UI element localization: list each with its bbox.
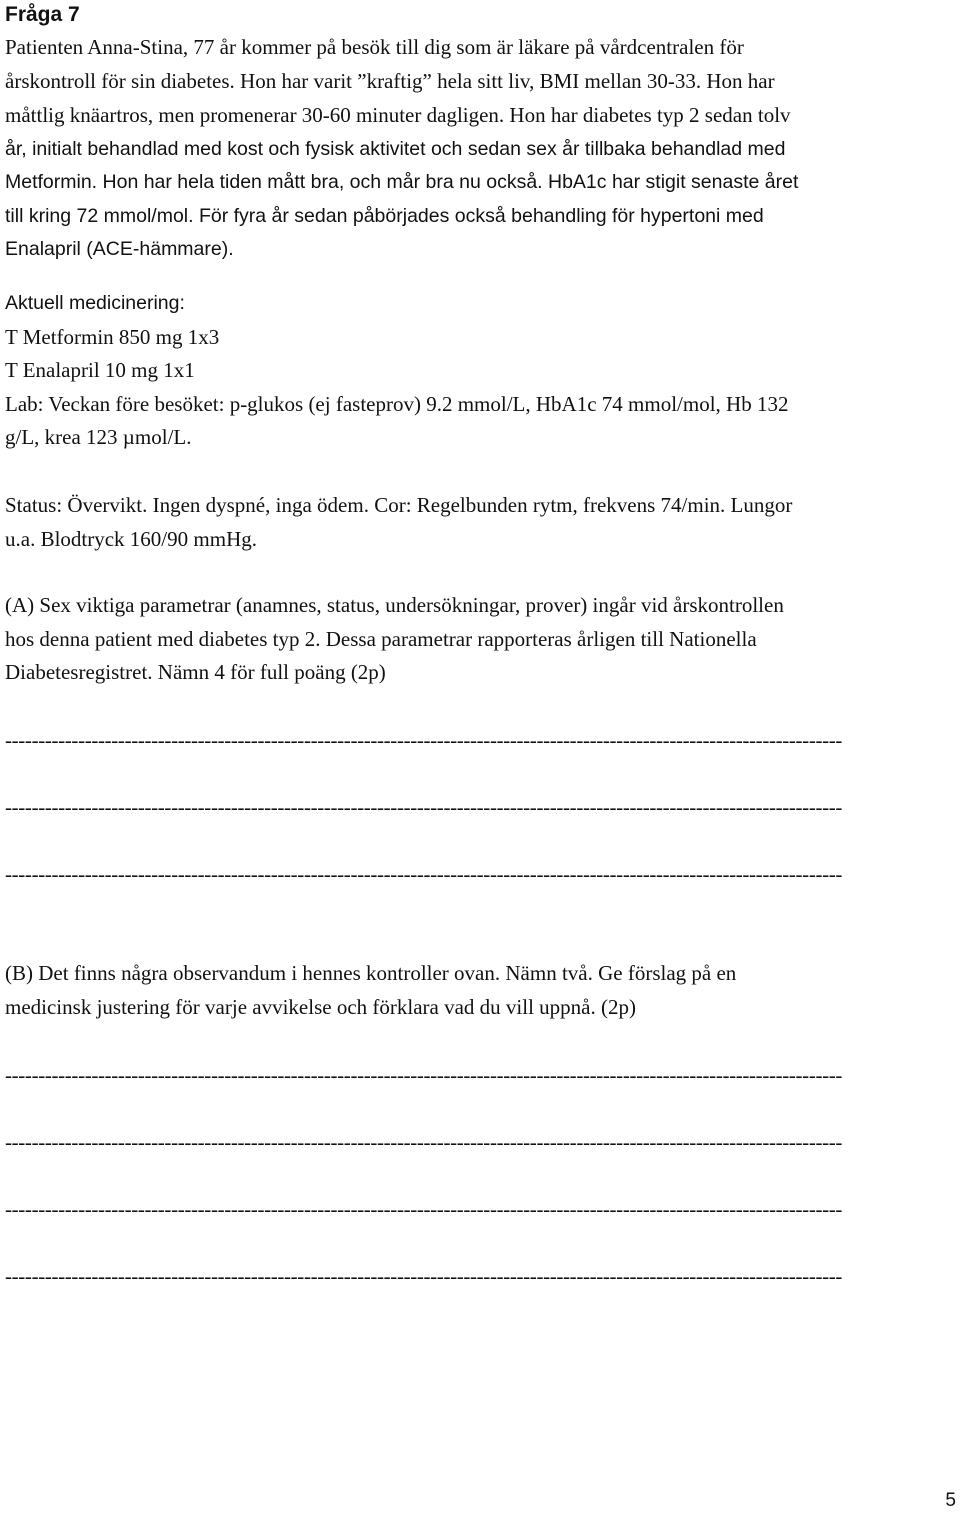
- answer-line: ------------------------------------------------------------------------------------------------------------------------------: [5, 1063, 843, 1087]
- medication-heading: Aktuell medicinering:: [5, 292, 185, 314]
- part-a-question: Diabetesregistret. Nämn 4 för full poäng (2p): [5, 660, 386, 684]
- part-a-question: (A) Sex viktiga parametrar (anamnes, status, undersökningar, prover) ingår vid årskontrollen: [5, 593, 784, 617]
- case-line: till kring 72 mmol/mol. För fyra år sedan påbörjades också behandling för hypertoni med: [5, 205, 764, 227]
- medication-line: T Enalapril 10 mg 1x1: [5, 358, 195, 382]
- answer-line: ------------------------------------------------------------------------------------------------------------------------------: [5, 1130, 843, 1154]
- part-b-question: (B) Det finns några observandum i hennes kontroller ovan. Nämn två. Ge förslag på en: [5, 961, 737, 985]
- case-line: måttlig knäartros, men promenerar 30-60 minuter dagligen. Hon har diabetes typ 2 sedan tolv: [5, 103, 791, 127]
- answer-line: ------------------------------------------------------------------------------------------------------------------------------: [5, 795, 843, 819]
- case-line: Metformin. Hon har hela tiden mått bra, och mår bra nu också. HbA1c har stigit senaste året: [5, 171, 799, 193]
- medication-line: T Metformin 850 mg 1x3: [5, 325, 220, 349]
- answer-line: ------------------------------------------------------------------------------------------------------------------------------: [5, 1264, 843, 1288]
- status-line: u.a. Blodtryck 160/90 mmHg.: [5, 527, 257, 551]
- answer-line: ------------------------------------------------------------------------------------------------------------------------------: [5, 728, 843, 752]
- part-b-question: medicinsk justering för varje avvikelse och förklara vad du vill uppnå. (2p): [5, 995, 636, 1019]
- status-line: Status: Övervikt. Ingen dyspné, inga ödem. Cor: Regelbunden rytm, frekvens 74/min. Lungor: [5, 493, 793, 517]
- lab-line: g/L, krea 123 µmol/L.: [5, 425, 192, 449]
- question-heading: Fråga 7: [5, 3, 80, 26]
- case-line: Enalapril (ACE-hämmare).: [5, 238, 234, 260]
- answer-line: ------------------------------------------------------------------------------------------------------------------------------: [5, 862, 843, 886]
- part-a-question: hos denna patient med diabetes typ 2. Dessa parametrar rapporteras årligen till Nationella: [5, 627, 757, 651]
- page-number: 5: [945, 1490, 956, 1511]
- case-line: årskontroll för sin diabetes. Hon har varit ”kraftig” hela sitt liv, BMI mellan 30-33. Hon har: [5, 69, 775, 93]
- case-line: år, initialt behandlad med kost och fysisk aktivitet och sedan sex år tillbaka behandlad med: [5, 138, 786, 160]
- case-line: Patienten Anna-Stina, 77 år kommer på besök till dig som är läkare på vårdcentralen för: [5, 35, 744, 59]
- answer-line: ------------------------------------------------------------------------------------------------------------------------------: [5, 1197, 843, 1221]
- lab-line: Lab: Veckan före besöket: p-glukos (ej fasteprov) 9.2 mmol/L, HbA1c 74 mmol/mol, Hb 132: [5, 392, 789, 416]
